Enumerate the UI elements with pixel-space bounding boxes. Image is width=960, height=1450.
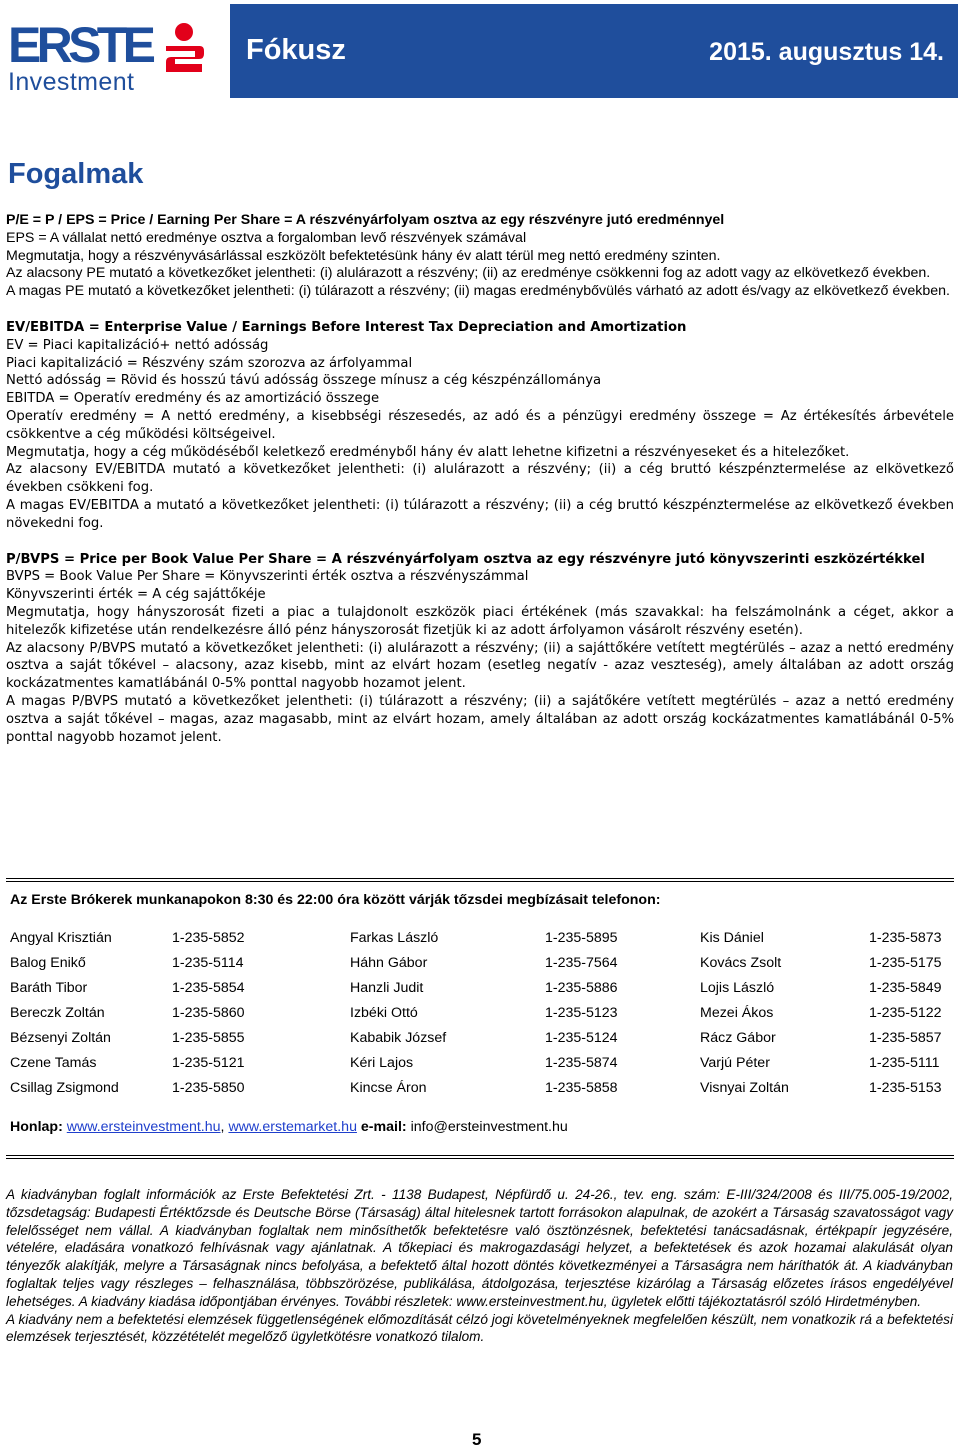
broker-name: Farkas László — [350, 930, 439, 946]
broker-phone: 1-235-5860 — [172, 1005, 245, 1021]
broker-phone: 1-235-5849 — [869, 980, 942, 996]
broker-name: Csillag Zsigmond — [10, 1080, 119, 1096]
broker-phone: 1-235-5857 — [869, 1030, 942, 1046]
publication-title: Fókusz — [246, 34, 346, 66]
pe-meaning: Megmutatja, hogy a részvényvásárlással eszközölt befektetésünk hány év alatt térül meg nettó eredmény szinten. — [6, 247, 721, 264]
broker-phone: 1-235-5850 — [172, 1080, 245, 1096]
broker-phone: 1-235-5153 — [869, 1080, 942, 1096]
contact-line — [10, 1119, 568, 1135]
section-title: Fogalmak — [8, 158, 144, 190]
disclaimer-paragraph: A kiadvány nem a befektetési elemzések függetlenségének előmozdítását célzó jogi követelményeknek megfelelően készült, nem vonatkozik rá a befektetési elemzések terjesztését, közzétételét megelőző ügyletkötésre vonatkozó tilalom. — [6, 1311, 953, 1345]
ev-ebitda-low: Az alacsony EV/EBITDA mutató a következőket jelentheti: (i) alulárazott a részvény; (ii) a cég bruttó készpénztermelése az elkövetkező években csökkeni fog. — [6, 462, 954, 496]
svg-text:ERSTE: ERSTE — [8, 17, 156, 73]
page-number: 5 — [472, 1430, 482, 1449]
erste-investment-logo — [4, 8, 214, 100]
divider — [6, 881, 954, 882]
email-address: info@ersteinvestment.hu — [410, 1119, 568, 1135]
pbvps-low: Az alacsony P/BVPS mutató a következőket jelentheti: (i) alulárazott a részvény; (ii) a sajáttőkére vetített megtérülés – azaz a nettó eredmény osztva a saját tőkével – alacsony, azaz kisebb, mint az elvárt hozam (esetleg negatív - azaz veszteség), amely általában az adott ország kockázatmentes kamatlábánál 0-5% ponttal nagyobb hozamot jelent. — [6, 640, 954, 692]
ev-ebitda-high: A magas EV/EBITDA a mutató a következőket jelentheti: (i) túlárazott a részvény; (ii) a cég bruttó készpénztermelése az elkövetkező években növekedni fog. — [6, 497, 954, 531]
ev-ebitda-meaning: Megmutatja, hogy a cég működéséből keletkező eredményből hány év alatt lehetne kifizetni a részvényeseket és a hitelezőket. — [6, 444, 850, 460]
net-debt-definition: Nettó adósság = Rövid és hosszú távú adósság összege mínusz a cég készpénzállománya — [6, 373, 602, 389]
broker-phone: 1-235-5874 — [545, 1055, 618, 1071]
pe-high: A magas PE mutató a következőket jelentheti: (i) túlárazott a részvény; (ii) magas eredménybővülés várható az adott és/vagy az elkövetkező években. — [6, 283, 950, 300]
ersteinvestment-link[interactable]: www.ersteinvestment.hu — [66, 1119, 221, 1135]
broker-name: Kis Dániel — [700, 930, 764, 946]
broker-name: Kovács Zsolt — [700, 955, 782, 971]
broker-phone: 1-235-5121 — [172, 1055, 245, 1071]
broker-name: Hanzli Judit — [350, 980, 424, 996]
broker-name: Kababik József — [350, 1030, 447, 1046]
broker-row — [10, 1030, 955, 1055]
broker-phone: 1-235-5895 — [545, 930, 618, 946]
divider — [6, 1155, 954, 1156]
broker-name: Angyal Krisztián — [10, 930, 112, 946]
broker-phone: 1-235-5123 — [545, 1005, 618, 1021]
pe-low: Az alacsony PE mutató a következőket jelentheti: (i) alulárazott a részvény; (ii) az eredménye csökkenni fog az adott vagy az elkövetkező években. — [6, 265, 931, 282]
broker-name: Háhn Gábor — [350, 955, 428, 971]
pe-definition: P/E = P / EPS = Price / Earning Per Share = A részvényárfolyam osztva az egy részvényre jutó eredménnyel — [6, 212, 725, 228]
erste-s-symbol-icon — [166, 23, 204, 72]
honlap-label: Honlap: — [10, 1119, 63, 1135]
publication-date: 2015. augusztus 14. — [709, 38, 944, 66]
broker-phone: 1-235-5111 — [869, 1055, 940, 1071]
broker-row — [10, 980, 955, 1005]
broker-name: Bereczk Zoltán — [10, 1005, 105, 1021]
pbvps-meaning: Megmutatja, hogy hányszorosát fizeti a piac a tulajdonolt eszközök piaci értékének (más szavakkal: ha felszámolnánk a céget, akkor a hitelezők kifizetése után rendelkezésre álló pénz hányszorosát fizetjük ki az adott árfolyamon vásárolt részvény esetén). — [6, 604, 954, 638]
broker-phone: 1-235-5175 — [869, 955, 942, 971]
broker-name: Bézsenyi Zoltán — [10, 1030, 111, 1046]
link-separator: , — [220, 1119, 225, 1135]
broker-row — [10, 1080, 955, 1105]
broker-row — [10, 1055, 955, 1080]
broker-phone: 1-235-5124 — [545, 1030, 618, 1046]
bvps-definition: BVPS = Book Value Per Share = Könyvszerinti érték osztva a részvényszámmal — [6, 569, 529, 585]
definitions-block — [6, 212, 954, 746]
market-cap-definition: Piaci kapitalizáció = Részvény szám szorozva az árfolyammal — [6, 355, 413, 371]
broker-name: Izbéki Ottó — [350, 1005, 418, 1021]
broker-name: Rácz Gábor — [700, 1030, 776, 1046]
broker-name: Balog Enikő — [10, 955, 86, 971]
ev-definition: EV = Piaci kapitalizáció+ nettó adósság — [6, 337, 269, 353]
broker-phone: 1-235-5855 — [172, 1030, 245, 1046]
book-value-definition: Könyvszerinti érték = A cég sajáttőkéje — [6, 587, 266, 603]
erstemarket-link[interactable]: www.erstemarket.hu — [228, 1119, 357, 1135]
email-label: e-mail: — [360, 1119, 407, 1135]
broker-name: Varjú Péter — [700, 1055, 770, 1071]
header-banner — [230, 4, 958, 98]
divider — [6, 1158, 954, 1159]
broker-name: Visnyai Zoltán — [700, 1080, 789, 1096]
broker-name: Kincse Áron — [350, 1080, 427, 1096]
divider — [6, 878, 954, 879]
broker-name: Czene Tamás — [10, 1055, 97, 1071]
broker-name: Kéri Lajos — [350, 1055, 414, 1071]
svg-text:Investment: Investment — [8, 68, 134, 96]
broker-name: Lojis László — [700, 980, 775, 996]
broker-phone: 1-235-5858 — [545, 1080, 618, 1096]
brokers-title: Az Erste Brókerek munkanapokon 8:30 és 22:00 óra között várják tőzsdei megbízásait telefonon: — [10, 892, 661, 908]
broker-phone: 1-235-5852 — [172, 930, 245, 946]
broker-row — [10, 955, 955, 980]
broker-phone: 1-235-5886 — [545, 980, 618, 996]
ebitda-definition: EBITDA = Operatív eredmény és az amortizáció összege — [6, 391, 380, 407]
broker-phone: 1-235-5854 — [172, 980, 245, 996]
broker-name: Mezei Ákos — [700, 1005, 774, 1021]
broker-phone: 1-235-7564 — [545, 955, 618, 971]
broker-phone: 1-235-5122 — [869, 1005, 942, 1021]
broker-row — [10, 930, 955, 955]
broker-phone: 1-235-5114 — [172, 955, 244, 971]
ev-ebitda-definition: EV/EBITDA = Enterprise Value / Earnings Before Interest Tax Depreciation and Amortization — [6, 319, 687, 335]
pbvps-definition: P/BVPS = Price per Book Value Per Share = A részvényárfolyam osztva az egy részvényre jutó könyvszerinti eszközértékkel — [6, 551, 925, 567]
disclaimer-paragraph: A kiadványban foglalt információk az Erste Befektetési Zrt. - 1138 Budapest, Népfürdő u. 24-26., tev. eng. szám: E-III/324/2008 és III/75.005-19/2002, tőzsdetagság: Budapesti Értéktőzsde és Deutsche Börse (Társaság) által hitelesnek tartott forrásokon alapulnak, de azokért a Társaság szavatosságot vagy felelősséget nem vállal. A kiadványban foglaltak nem minősíthetők befektetésre való ösztönzésnek, befektetési tanácsadásnak, értékpapír jegyzésére, vételére, eladására vonatkozó felhívásnak vagy ajánlatnak. A tőkepiaci és makrogazdasági helyzet, a befektetések és azok hozamai alakulását olyan tényezők alakítják, melyre a Társaságnak nincs befolyása, a befektető által hozott döntés következményei a Társaságra nem háríthatók át. A kiadványban foglaltak teljes vagy részleges – felhasználása, többszörözése, publikálása, átdolgozása, terjesztése kizárólag a Társaság előzetes írásos engedélyével lehetséges. A kiadvány kiadása időpontjában érvényes. További részletek: www.ersteinvestment.hu, ügyletek előtti tájékoztatásról szóló Hirdetményben. — [6, 1187, 953, 1309]
operating-income-definition: Operatív eredmény = A nettó eredmény, a kisebbségi részesedés, az adó és a pénzügyi eredmény összege = Az értékesítés árbevétele csökkentve a cég működési költségeivel. — [6, 408, 954, 442]
pbvps-high: A magas P/BVPS mutató a következőket jelentheti: (i) túlárazott a részvény; (ii) a sajátőkére vetített megtérülés – azaz a nettó eredmény osztva a saját tőkével – magas, azaz magasabb, mint az elvárt hozam, amely általában az adott ország kockázatmentes kamatlábánál 0-5% ponttal nagyobb hozamot jelent. — [6, 693, 954, 745]
broker-row — [10, 1005, 955, 1030]
broker-name: Baráth Tibor — [10, 980, 88, 996]
brokers-table — [10, 930, 955, 1105]
disclaimer — [6, 1186, 953, 1346]
broker-phone: 1-235-5873 — [869, 930, 942, 946]
eps-definition: EPS = A vállalat nettó eredménye osztva a forgalomban levő részvények számával — [6, 229, 527, 246]
